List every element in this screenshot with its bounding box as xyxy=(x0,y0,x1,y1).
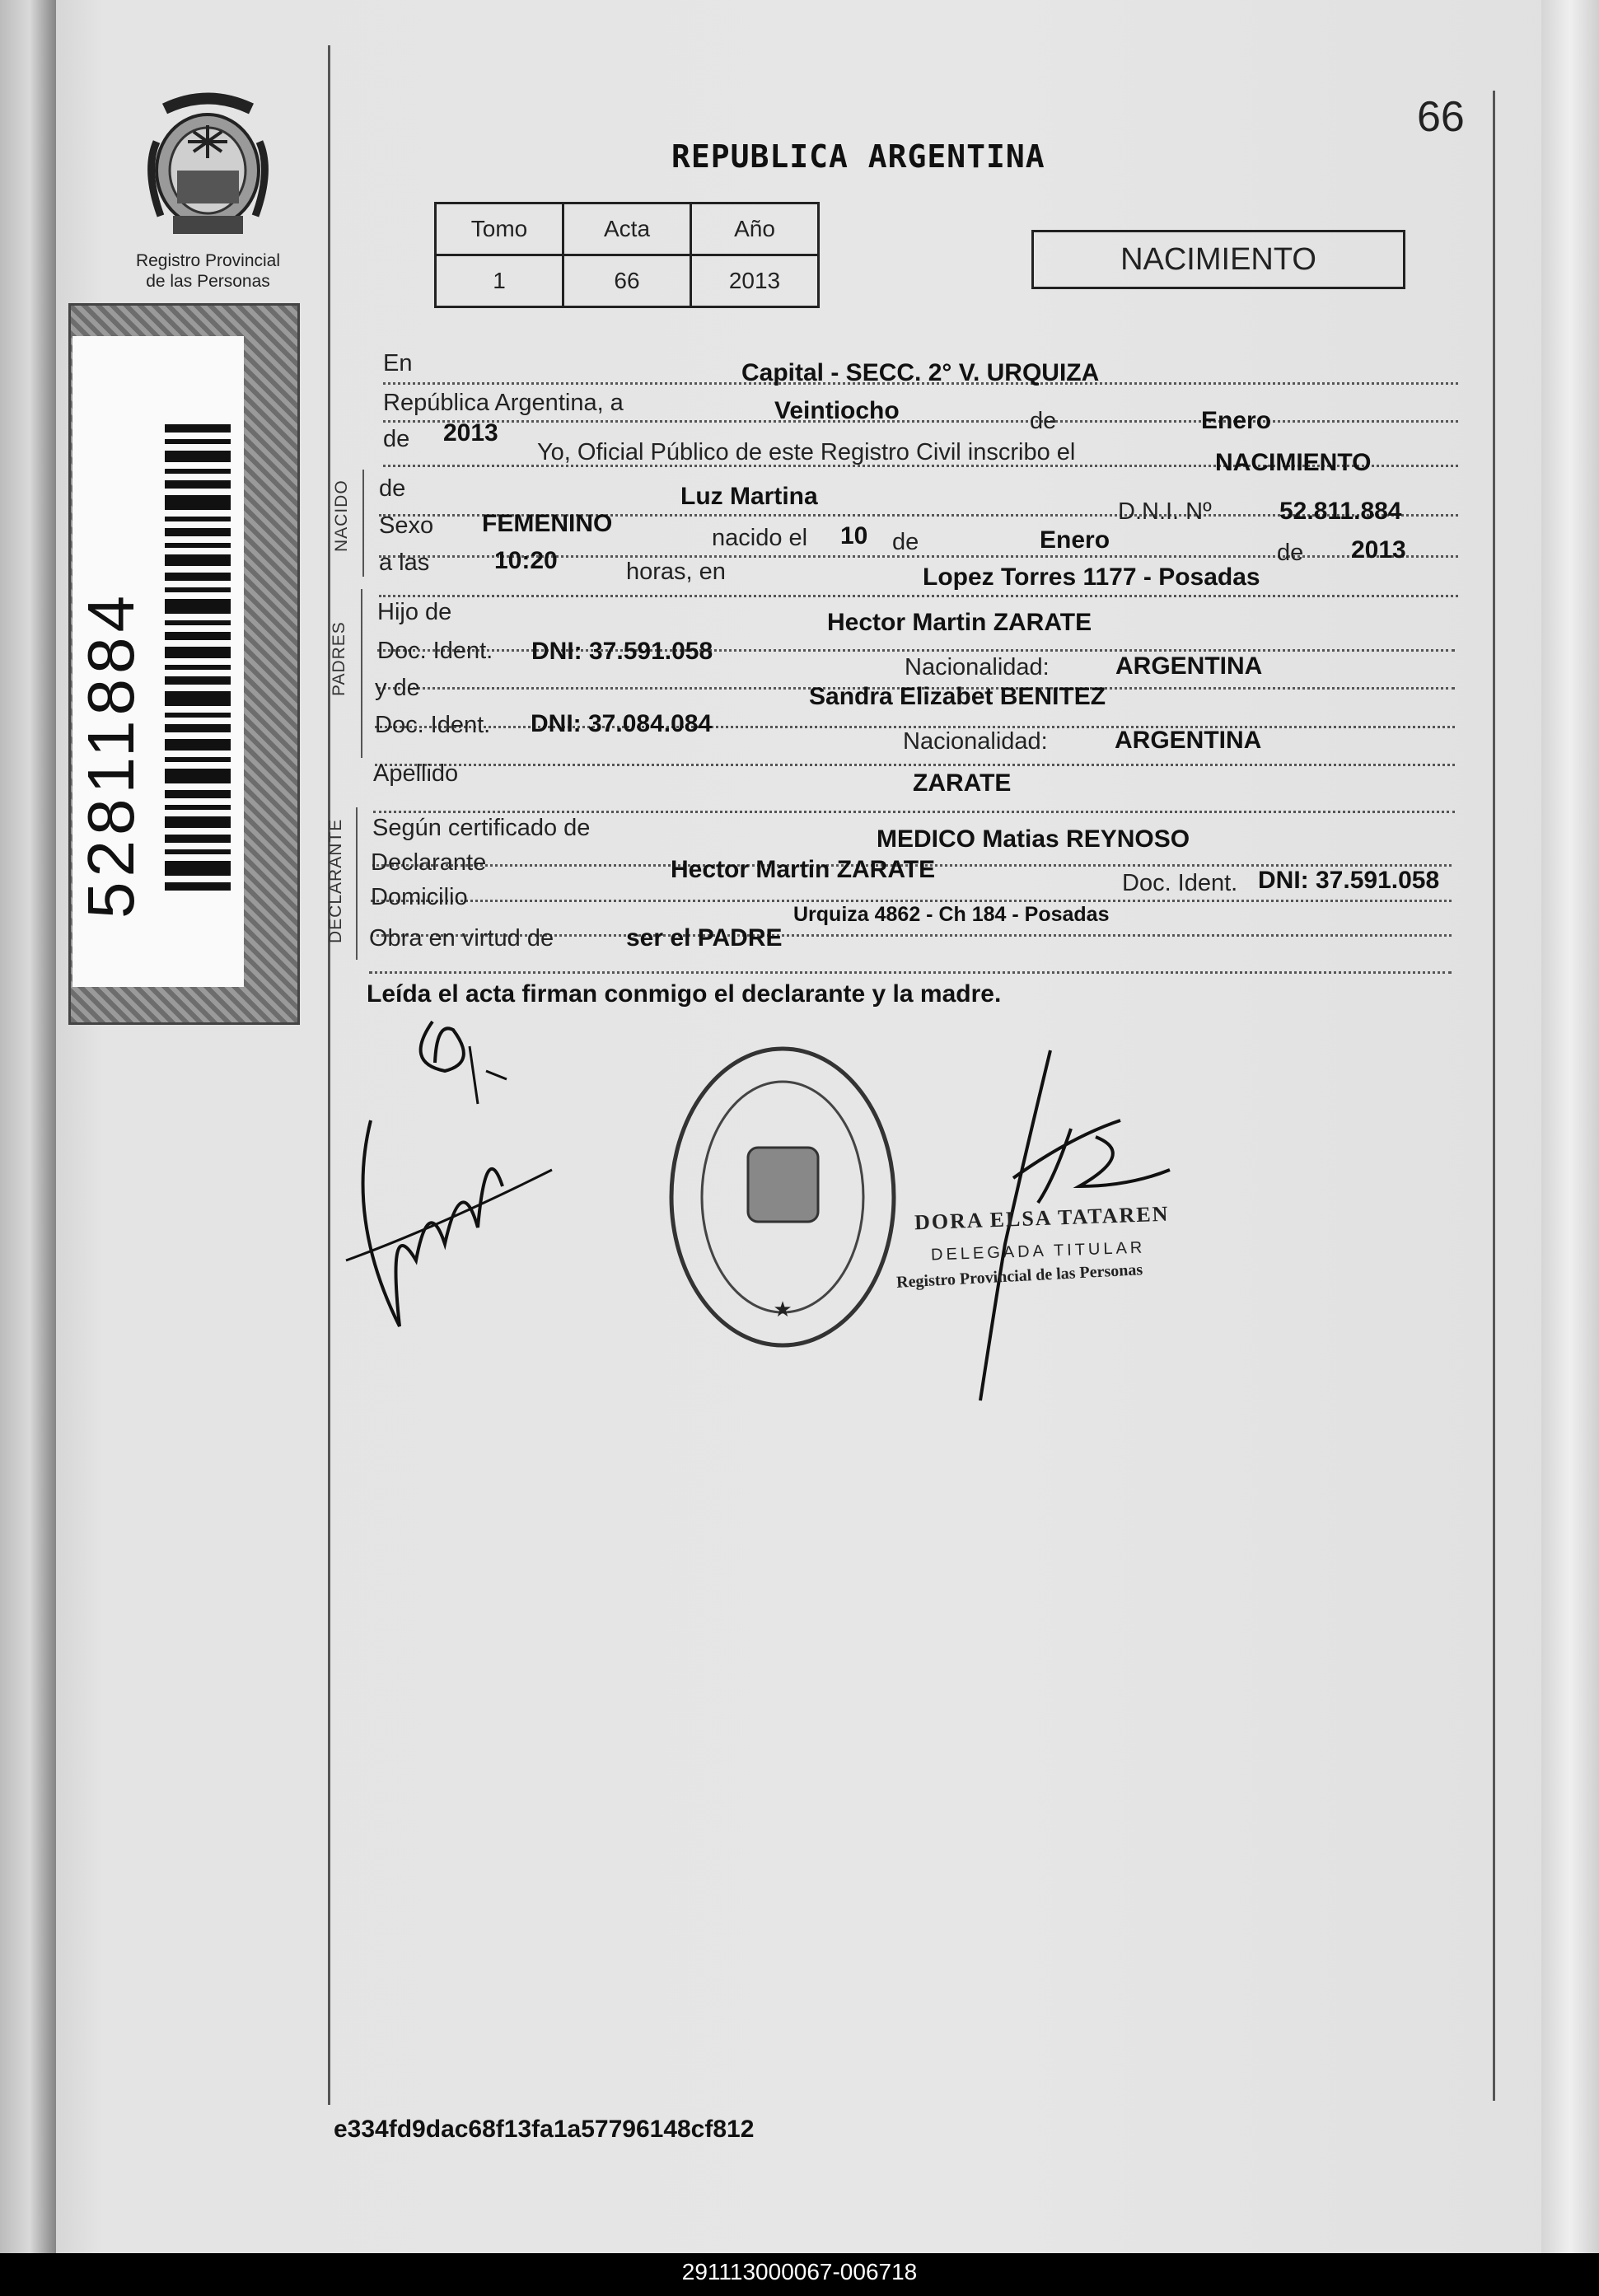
label-declarante: Declarante xyxy=(371,849,487,876)
document-hash: e334fd9dac68f13fa1a57796148cf812 xyxy=(334,2116,755,2143)
registry-label-line2: de las Personas xyxy=(146,272,270,291)
label-nacido-el: nacido el xyxy=(712,525,808,551)
label-sexo: Sexo xyxy=(379,512,434,539)
record-value-tomo: 1 xyxy=(436,255,563,307)
value-declarante-doc: DNI: 37.591.058 xyxy=(1258,867,1440,894)
label-nacionalidad-madre: Nacionalidad: xyxy=(903,728,1048,755)
label-doc-ident-declarante: Doc. Ident. xyxy=(1122,870,1238,896)
label-doc-ident-padre: Doc. Ident. xyxy=(377,638,493,664)
value-sexo: FEMENINO xyxy=(482,510,613,537)
value-padre: Hector Martin ZARATE xyxy=(827,609,1092,636)
page-edge xyxy=(1541,0,1599,2253)
value-declarante: Hector Martin ZARATE xyxy=(671,856,936,883)
value-domicilio: Urquiza 4862 - Ch 184 - Posadas xyxy=(793,903,1110,926)
value-madre-doc: DNI: 37.084.084 xyxy=(531,710,713,737)
value-padre-doc: DNI: 37.591.058 xyxy=(531,638,713,665)
registry-label xyxy=(119,250,297,292)
label-y-de: y de xyxy=(375,675,420,701)
value-hora: 10:20 xyxy=(494,547,558,574)
value-madre-nac: ARGENTINA xyxy=(1115,727,1262,754)
value-nombre: Luz Martina xyxy=(680,483,818,510)
value-lugar-nac: Lopez Torres 1177 - Posadas xyxy=(923,563,1260,591)
left-rule xyxy=(328,45,330,2105)
declarante-bracket xyxy=(356,807,358,960)
value-mes-nac: Enero xyxy=(1040,526,1110,554)
value-anio: 2013 xyxy=(443,419,498,447)
label-obra-en-virtud: Obra en virtud de xyxy=(369,925,554,952)
label-republica: República Argentina, a xyxy=(383,390,624,416)
label-doc-ident-madre: Doc. Ident. xyxy=(375,712,491,738)
registry-stamp-icon xyxy=(666,1040,900,1354)
value-anio-nac: 2013 xyxy=(1351,536,1406,563)
label-de-mes-nac: de xyxy=(892,529,919,555)
label-segun-certificado: Según certificado de xyxy=(372,815,591,841)
value-dia-letras: Veintiocho xyxy=(774,397,900,424)
value-dia-nac: 10 xyxy=(840,522,868,549)
sticker-number: 52811884 xyxy=(74,591,147,919)
label-dni-no: D.N.I. Nº xyxy=(1118,498,1212,525)
misiones-coat-of-arms-icon xyxy=(140,92,276,245)
value-dni: 52.811.884 xyxy=(1279,498,1402,525)
scan-code: 291113000067-006718 xyxy=(681,2259,918,2284)
value-padre-nac: ARGENTINA xyxy=(1115,652,1263,680)
record-value-acta: 66 xyxy=(563,255,691,307)
value-certificado: MEDICO Matias REYNOSO xyxy=(877,825,1190,853)
label-hijo-de: Hijo de xyxy=(377,599,452,625)
value-lugar: Capital - SECC. 2° V. URQUIZA xyxy=(741,359,1100,386)
barcode-icon xyxy=(165,424,231,902)
padres-bracket xyxy=(361,589,362,758)
official-name: DORA ELSA TATAREN xyxy=(914,1201,1170,1235)
section-padres: PADRES xyxy=(330,621,348,696)
official-org: Registro Provincial de las Personas xyxy=(895,1260,1143,1292)
svg-text:★: ★ xyxy=(773,1297,792,1321)
record-header-acta: Acta xyxy=(563,203,691,255)
page-number: 66 xyxy=(1417,93,1465,141)
label-apellido: Apellido xyxy=(373,760,459,787)
right-rule xyxy=(1493,91,1495,2101)
label-de-anio-nac: de xyxy=(1277,540,1304,566)
label-a-las: a las xyxy=(379,549,430,576)
label-de-nombre: de xyxy=(379,475,406,502)
value-apellido: ZARATE xyxy=(913,769,1012,797)
section-nacido: NACIDO xyxy=(332,479,351,552)
record-value-anio: 2013 xyxy=(691,255,819,307)
nacido-bracket xyxy=(362,470,364,577)
record-header-anio: Año xyxy=(691,203,819,255)
record-type-box: NACIMIENTO xyxy=(1031,230,1405,289)
label-yo-oficial: Yo, Oficial Público de este Registro Civil inscribo el xyxy=(537,439,1076,465)
record-table xyxy=(434,202,820,308)
label-de-mes: de xyxy=(1030,408,1057,434)
label-nacionalidad-padre: Nacionalidad: xyxy=(905,654,1050,680)
label-horas-en: horas, en xyxy=(626,559,726,585)
document-title: REPUBLICA ARGENTINA xyxy=(671,138,1045,175)
value-madre: Sandra Elizabet BENITEZ xyxy=(809,683,1106,710)
section-declarante: DECLARANTE xyxy=(326,818,345,943)
label-de-anio: de xyxy=(383,426,410,452)
value-en-virtud: ser el PADRE xyxy=(626,924,783,952)
label-domicilio: Domicilio xyxy=(371,884,468,910)
registry-label-line1: Registro Provincial xyxy=(135,251,281,270)
value-mes: Enero xyxy=(1201,407,1272,434)
declarant-signature-icon xyxy=(338,1013,568,1335)
label-en: En xyxy=(383,350,413,376)
closing-statement: Leída el acta firman conmigo el declarante y la madre. xyxy=(367,980,1002,1008)
value-tipo-inscripcion: NACIMIENTO xyxy=(1215,449,1372,476)
official-role: DELEGADA TITULAR xyxy=(930,1238,1146,1265)
record-header-tomo: Tomo xyxy=(436,203,563,255)
